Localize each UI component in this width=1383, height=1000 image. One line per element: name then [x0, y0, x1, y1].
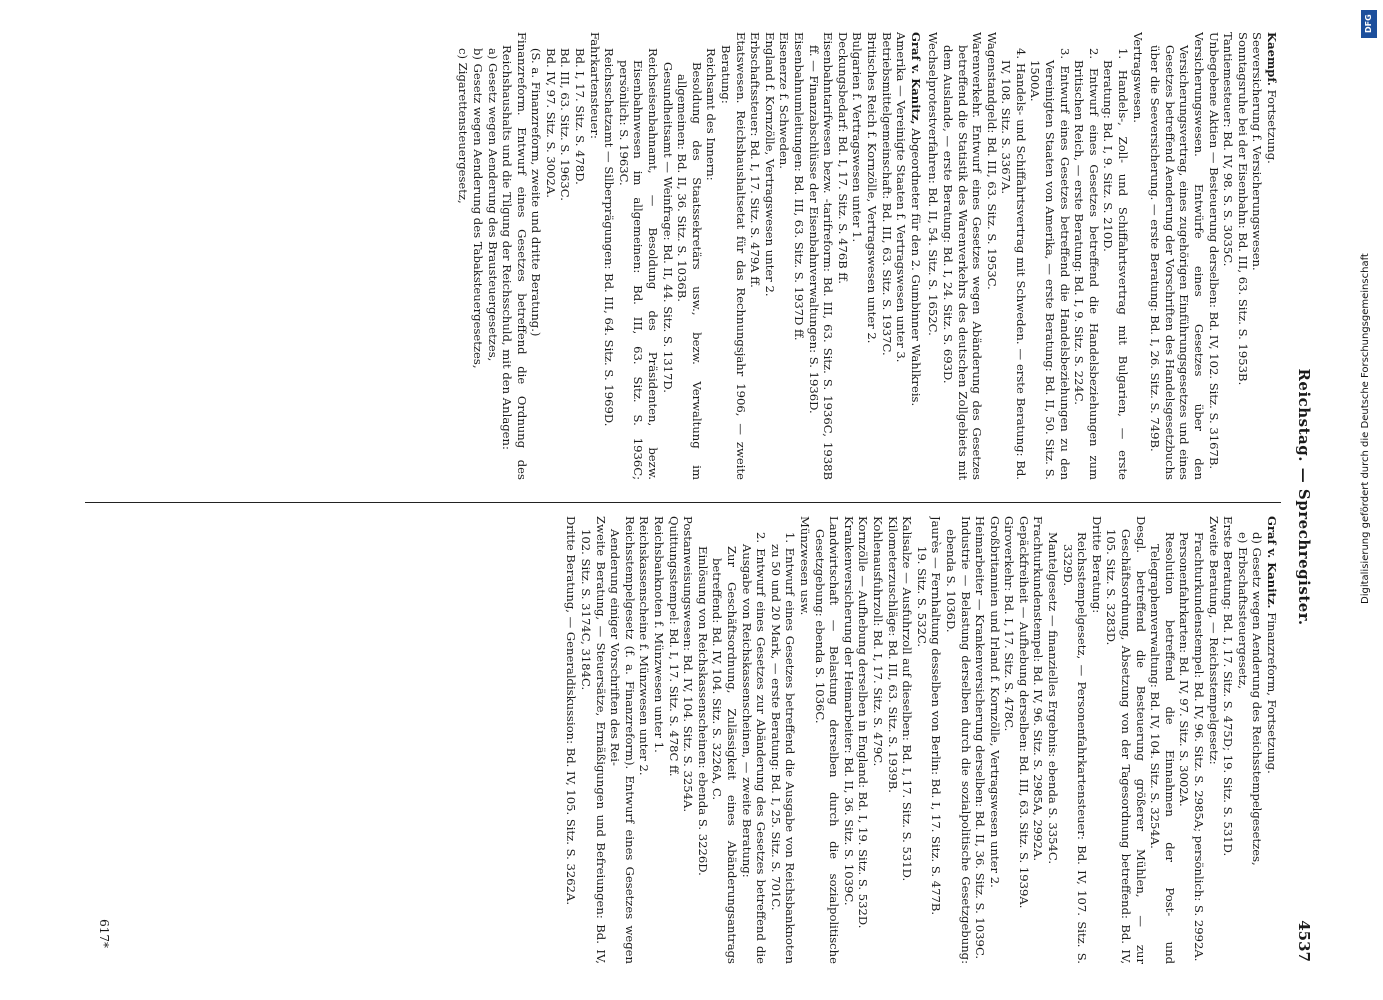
entry-text: Wechselprotestverfahren: Bd. II, 54. Sitz. S. 1652C. — [926, 32, 941, 336]
left-column — [85, 32, 1279, 480]
right-column — [85, 516, 1279, 964]
entry-text: Eisenerze f. Schweden. — [777, 32, 792, 169]
register-entry — [929, 516, 944, 964]
entry-text: Resolution betreffend die Einnahmen der Post- und Telegraphenverwaltung: Bd. IV, 104. Sitz. S. 3254A. — [1148, 532, 1177, 964]
page-content — [85, 32, 1315, 962]
register-entry — [1031, 516, 1046, 964]
register-entry — [835, 32, 850, 480]
page-header — [1289, 32, 1315, 962]
register-entry — [797, 516, 812, 964]
dfg-logo-icon: DFG — [1361, 10, 1377, 38]
register-entry — [900, 516, 915, 964]
register-entry — [999, 32, 1028, 480]
entry-text: d) Gesetz wegen Aenderung des Reichsstempelgesetzes, — [1250, 532, 1265, 866]
register-entry — [456, 32, 471, 480]
register-entry — [870, 516, 885, 964]
entry-text: (S. a. Finanzreform, zweite und dritte Beratung.) — [529, 48, 544, 337]
entry-text: Sonntagsruhe bei der Eisenbahn: Bd. III, 63. Sitz. S. 1953B. — [1235, 32, 1250, 386]
entry-text: 4. Handels- und Schiffahrtsvertrag mit Schweden. — erste Beratung: Bd. IV, 108. Sitz. S. 3367A. — [999, 48, 1028, 480]
register-entry — [850, 32, 865, 480]
entry-text: Frachturkundenstempel: Bd. IV, 96. Sitz. S. 2985A, 2992A. — [1031, 516, 1046, 862]
entry-text: Münzwesen usw. — [798, 516, 812, 616]
entry-text: Quittungsstempel: Bd. I, 17. Sitz. S. 478C ff. — [666, 516, 681, 777]
page-number: 4537 — [1295, 920, 1313, 962]
register-entry — [777, 32, 792, 480]
register-entry — [987, 516, 1002, 964]
entry-text: Bd. IV, 97. Sitz. S. 3002A. — [543, 48, 558, 198]
register-entry — [470, 32, 485, 480]
register-entry — [1250, 32, 1265, 480]
entry-text: Desgl. betreffend die Besteuerung größerer Mühlen, — zur Geschäftsordnung, Absetzung von der Tagesordnung betreffend: Bd. IV, 105. Sitz. S. 3283D. — [1104, 516, 1148, 964]
entry-text: Bd. I, 17. Sitz. S. 478D. — [573, 48, 588, 185]
register-entry — [973, 516, 988, 964]
register-entry — [894, 32, 909, 480]
entry-text: Jaurès — Fernhaltung desselben von Berlin: Bd. I, 17. Sitz. S. 477B. — [929, 516, 944, 916]
register-entry — [940, 32, 984, 480]
register-entry — [710, 516, 739, 964]
register-entry — [864, 32, 879, 480]
entry-text: Reichsschatzamt — Silberprägungen: Bd. III, 64. Sitz. S. 1969D. — [602, 48, 617, 427]
entry-text: Unbegebene Aktien — Besteuerung derselben: Bd. IV, 102. Sitz. S. 3167B. — [1206, 32, 1221, 470]
entry-text: 19. Sitz. S. 532C. — [914, 546, 929, 648]
dfg-funding-text: Digitalisierung gefördert durch die Deutsche Forschungsgemeinschaft — [1360, 253, 1371, 604]
register-entry — [748, 32, 763, 480]
entry-text: 2. Entwurf eines Gesetzes betreffend die Handelsbeziehungen zum Britischen Reich, — erste Beratung: Bd. I, 9. Sitz. S. 224C. — [1072, 48, 1101, 480]
entry-text: Deckungsbedarf: Bd. I, 17. Sitz. S. 476B ff. — [835, 32, 850, 284]
register-entry — [1060, 516, 1089, 964]
entry-text: Erste Beratung: Bd. I, 17. Sitz. S. 475D; 19. Sitz. S. 531D. — [1221, 516, 1236, 857]
entry-text: Vertragswesen. — [1130, 32, 1145, 123]
register-entry — [695, 516, 710, 964]
entry-text: Reichsbanknoten f. Münzwesen unter 1. — [652, 516, 667, 753]
entry-text: Reichsstempelgesetz (f. a. Finanzreform). Entwurf eines Gesetzes wegen Aenderung einiger Vorschriften des Rei- — [608, 516, 637, 964]
speaker-name: Graf v. Kanitz. — [1265, 516, 1279, 609]
register-entry — [1250, 516, 1265, 964]
entry-text: Warenverkehr. Entwurf eines Gesetzes wegen Abänderung des Gesetzes betreffend die Statistik des Warenverkehrs des deutschen Zollgebiets mit dem Auslande, — erste Beratung: Bd. I, 24. Sitz. S. 693D. — [940, 32, 985, 480]
register-entry — [543, 32, 558, 480]
register-entry — [1206, 516, 1221, 964]
register-entry — [1221, 516, 1236, 964]
register-entry — [1016, 516, 1031, 964]
register-entry — [1264, 32, 1279, 480]
register-entry — [666, 516, 681, 964]
running-head: Reichstag. — Sprechregister. — [1295, 368, 1313, 626]
register-entry — [943, 516, 972, 964]
register-entry — [602, 32, 617, 480]
register-entry — [1101, 32, 1130, 480]
entry-text: Finanzreform. Entwurf eines Gesetzes betreffend die Ordnung des Reichshaushalts und die Tilgung der Reichsschuld, mit den Anlagen: — [500, 32, 529, 480]
register-entry — [1264, 516, 1279, 964]
register-entry — [885, 516, 900, 964]
entry-text: a) Gesetz wegen Aenderung des Brausteuergesetzes, — [485, 48, 500, 362]
register-entry — [739, 516, 768, 964]
entry-text: Reichskassenscheine f. Münzwesen unter 2. — [637, 516, 652, 776]
entry-text: Industrie — Belastung derselben durch die sozialpolitische Gesetzgebung: ebenda S. 1036D. — [943, 516, 973, 964]
entry-text: Betriebsmittelgemeinschaft: Bd. III, 63. Sitz. S. 1937C. — [879, 32, 894, 356]
register-entry — [608, 516, 637, 964]
register-entry — [579, 516, 608, 964]
register-entry — [718, 32, 747, 480]
entry-text: Kilometerzuschläge: Bd. III, 63. Sitz. S. 1939B. — [885, 516, 900, 793]
entry-text: Reichsstempelgesetz, — Personenfahrkartensteuer: Bd. IV, 107. Sitz. S. 3329D. — [1060, 532, 1090, 964]
entry-text: Kalisalze — Ausfuhrzoll auf dieselben: Bd. I, 17. Sitz. S. 531D. — [900, 516, 915, 882]
register-entry — [762, 32, 777, 480]
register-entry — [879, 32, 894, 480]
column-divider — [85, 502, 1281, 503]
register-entry — [651, 516, 666, 964]
entry-text: Seeversicherung f. Versicherungswesen. — [1250, 32, 1265, 271]
register-entry — [841, 516, 856, 964]
register-entry — [914, 516, 929, 964]
entry-text: 1. Entwurf eines Gesetzes betreffend die Ausgabe von Reichsbanknoten zu 50 und 20 Mark, — erste Beratung: Bd. I, 25. Sitz. S. 701C. — [768, 532, 798, 964]
entry-text: c) Zigarettensteuergesetz, — [456, 48, 471, 204]
speaker-name: Kaempf. — [1265, 32, 1279, 86]
register-entry — [1191, 516, 1206, 964]
entry-text: Besoldung des Staatssekretärs usw., bezw. Verwaltung im allgemeinen: Bd. II, 36. Sitz. S. 1036B. — [675, 62, 704, 480]
entry-text: Kohlenausfuhrzoll: Bd. I, 17. Sitz. S. 479C. — [870, 516, 885, 767]
register-entry — [1104, 516, 1148, 964]
entry-text: Heimarbeiter — Krankenversicherung derselben: Bd. II, 36. Sitz. S. 1039C. — [973, 516, 988, 960]
register-entry — [564, 516, 579, 964]
register-entry — [637, 516, 652, 964]
register-entry — [806, 32, 835, 480]
entry-text: Postanweisungswesen: Bd. IV, 104. Sitz. S. 3254A. — [681, 516, 696, 813]
entry-text: Tantiemesteuer: Bd. IV, 98. S. S. 3035C. — [1221, 32, 1236, 267]
register-entry — [1046, 516, 1061, 964]
dfg-notice — [1358, 4, 1380, 996]
entry-text: Einlösung von Reichskassenscheinen: ebenda S. 3226D. — [695, 546, 710, 876]
entry-text: Etatswesen. Reichshaushaltsetat für das Rechnungsjahr 1906, — zweite Beratung: — [719, 32, 748, 480]
entry-text: 1. Handels-, Zoll- und Schiffahrtsvertrag mit Bulgarien, — erste Beratung: Bd. I, 9. Sitz. S. 210D. — [1101, 48, 1131, 480]
entry-text: Erbschaftssteuer: Bd. I, 17. Sitz. S. 479A ff. — [748, 32, 763, 288]
entry-text: Reichsamt des Innern: — [704, 48, 719, 181]
entry-text: Landwirtschaft — Belastung derselben durch die sozialpolitische Gesetzgebung: ebenda S. 1036C. — [812, 516, 842, 964]
register-entry — [1221, 32, 1236, 480]
register-entry — [1235, 516, 1250, 964]
register-entry — [616, 32, 660, 480]
entry-text: e) Erbschaftssteuergesetz, — [1235, 532, 1250, 690]
register-entry — [1002, 516, 1017, 964]
entry-text: Eisenbahnumleitungen: Bd. III, 63. Sitz. S. 1937D ff. — [792, 32, 806, 341]
entry-text: England f. Kornzölle, Vertragswesen unter 2. — [762, 32, 777, 297]
entry-text: Giroverkehr: Bd. I, 17. Sitz. S. 478C. — [1002, 516, 1017, 732]
entry-text: Dritte Beratung: — [1089, 516, 1104, 614]
register-entry — [1148, 32, 1206, 480]
entry-text: b) Gesetz wegen Aenderung des Tabaksteuergesetzes, — [470, 48, 485, 369]
register-entry — [704, 32, 719, 480]
entry-text: Zweite Beratung, — Steuersätze, Ermäßigungen und Befreiungen: Bd. IV, 102. Sitz. S. 3174C, 3184C. — [579, 516, 608, 964]
register-entry — [1089, 516, 1104, 964]
speaker-name: Graf v. Kanitz, — [908, 32, 923, 125]
register-entry — [1177, 516, 1192, 964]
entry-text: Gesundheitsamt — Weinfrage: Bd. II, 44. Sitz. S. 1317D. — [660, 62, 675, 393]
signature-mark: 617* — [97, 919, 111, 948]
entry-text: Finanzreform, Fortsetzung. — [1265, 608, 1279, 774]
register-entry — [1148, 516, 1177, 964]
entry-text: Personenfahrkarten: Bd. IV, 97. Sitz. S. 3002A. — [1177, 532, 1192, 807]
register-entry — [812, 516, 841, 964]
entry-text: Fahrkartensteuer: — [587, 32, 602, 139]
register-entry — [529, 32, 544, 480]
entry-text: Großbritannien und Irland f. Kornzölle, Vertragswesen unter 2. — [987, 516, 1002, 888]
register-entry — [573, 32, 588, 480]
entry-text: Zweite Beratung, — Reichsstempelgesetz: — [1206, 516, 1221, 765]
entry-text: Fortsetzung. — [1265, 85, 1279, 164]
entry-text: Kornzölle — Aufhebung derselben in England: Bd. I, 19. Sitz. S. 532D. — [856, 516, 871, 929]
entry-text: Bd. III, 63. Sitz. S. 1963C. — [558, 48, 573, 201]
entry-text: Eisenbahntarifwesen bezw. -tarifreform: Bd. III, 63. Sitz. S. 1936C, 1938B ff. — Finanzabschlüsse der Eisenbahnverwaltungen: S. 1936D. — [806, 32, 836, 480]
entry-text: Frachturkundenstempel: Bd. IV, 96. Sitz. S. 2985A; persönlich: S. 2992A. — [1192, 532, 1207, 962]
register-entry — [1130, 32, 1145, 480]
entry-text: Reichseisenbahnamt, — Besoldung des Präsidenten, bezw. Eisenbahnwesen im allgemeinen: Bd. III, 63. Sitz. S. 1936C; persönlich: S. 1963C. — [616, 48, 661, 480]
register-entry — [587, 32, 602, 480]
register-entry — [681, 516, 696, 964]
register-entry — [926, 32, 941, 480]
entry-text: 2. Entwurf eines Gesetzes zur Abänderung des Gesetzes betreffend die Ausgabe von Reichskassenscheinen, — zweite Beratung: — [739, 532, 769, 964]
register-entry — [791, 32, 806, 480]
entry-text: Wagenstandgeld: Bd. III, 63. Sitz. S. 1953C. — [984, 32, 999, 290]
register-entry — [768, 516, 797, 964]
register-entry — [984, 32, 999, 480]
entry-text: Abgeordneter für den 2. Gumbinner Wahlkreis. — [908, 124, 923, 407]
register-entry — [1235, 32, 1250, 480]
register-entry — [908, 32, 923, 480]
register-entry — [500, 32, 529, 480]
entry-text: Krankenversicherung der Heimarbeiter: Bd. II, 36. Sitz. S. 1039C. — [841, 516, 856, 906]
register-entry — [485, 32, 500, 480]
entry-text: Amerika — Vereinigte Staaten f. Vertragswesen unter 3. — [894, 32, 909, 363]
register-entry — [856, 516, 871, 964]
entry-text: Dritte Beratung, — Generaldiskussion: Bd. IV, 105. Sitz. S. 3262A. — [564, 516, 579, 906]
register-entry — [1206, 32, 1221, 480]
entry-text: Britisches Reich f. Kornzölle, Vertragswesen unter 2. — [864, 32, 879, 344]
entry-text: 3. Entwurf eines Gesetzes betreffend die Handelsbeziehungen zu den Vereinigten Staaten von Amerika, — erste Beratung: Bd. II, 50. Sitz. S. 1500A. — [1028, 48, 1072, 480]
entry-text: Mantelgesetz — finanzielles Ergebnis: ebenda S. 3354C. — [1046, 532, 1061, 865]
entry-text: Bulgarien f. Vertragswesen unter 1. — [850, 32, 865, 243]
register-entry — [1028, 32, 1072, 480]
register-entry — [660, 32, 675, 480]
entry-text: Versicherungswesen. Entwürfe eines Gesetzes über den Versicherungsvertrag, eines zugehörigen Einführungsgesetzes und eines Gesetzes betreffend Aenderung der Vorschriften des Handelsgesetzbuchs über die Seeversicherung. — erste Beratung: Bd. I, 26. Sitz. S. 749B. — [1148, 32, 1207, 480]
register-entry — [675, 32, 704, 480]
entry-text: Gepäckfreiheit — Aufhebung derselben: Bd. III, 63. Sitz. S. 1939A. — [1016, 516, 1031, 909]
register-entry — [1072, 32, 1101, 480]
register-entry — [558, 32, 573, 480]
entry-text: Zur Geschäftsordnung, Zulässigkeit eines Abänderungsantrags betreffend: Bd. IV, 104. Sitz. S. 3226A, C. — [710, 546, 740, 964]
